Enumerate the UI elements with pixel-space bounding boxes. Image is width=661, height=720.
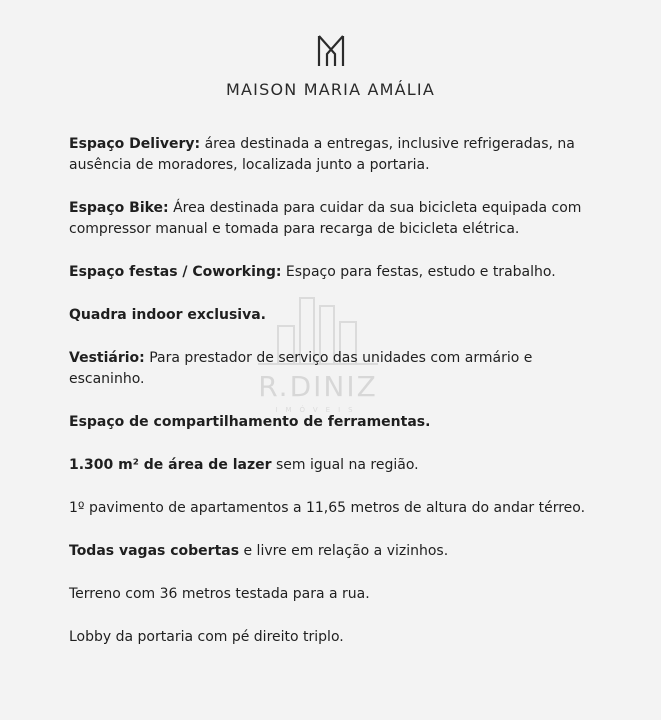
feature-description: área destinada a entregas, inclusive refrigeradas, na ausência de moradores, localizada junto a portaria. [69,136,575,173]
feature-item [69,348,609,390]
feature-list [69,134,609,670]
feature-description: sem igual na região. [271,457,419,473]
feature-title: Espaço de compartilhamento de ferramentas. [69,414,431,430]
feature-item [69,412,609,433]
feature-item [69,455,609,476]
feature-title: Espaço Delivery: [69,136,201,152]
feature-item [69,584,609,605]
feature-description: Lobby da portaria com pé direito triplo. [69,629,344,645]
feature-title: Todas vagas cobertas [69,543,240,559]
feature-description: Espaço para festas, estudo e trabalho. [281,264,556,280]
brand-header [0,34,661,99]
feature-title: Espaço festas / Coworking: [69,264,282,280]
feature-description: 1º pavimento de apartamentos a 11,65 metros de altura do andar térreo. [69,500,586,516]
brand-name: MAISON MARIA AMÁLIA [226,80,435,99]
feature-item [69,541,609,562]
feature-item [69,198,609,240]
feature-title: Espaço Bike: [69,200,169,216]
feature-item [69,305,609,326]
feature-title: 1.300 m² de área de lazer [69,457,272,473]
feature-description: e livre em relação a vizinhos. [239,543,449,559]
feature-item [69,627,609,648]
feature-item [69,134,609,176]
feature-description: Área destinada para cuidar da sua bicicleta equipada com compressor manual e tomada para recarga de bicicleta elétrica. [69,200,582,237]
watermark-subtext: IMÓVEIS [275,406,361,414]
feature-description: Para prestador de serviço das unidades com armário e escaninho. [69,350,533,387]
feature-item [69,498,609,519]
mm-monogram-icon [316,34,346,68]
feature-title: Quadra indoor exclusiva. [69,307,266,323]
feature-title: Vestiário: [69,350,145,366]
watermark-text: R.DINIZ [258,370,378,403]
feature-description: Terreno com 36 metros testada para a rua. [69,586,370,602]
feature-item [69,262,609,283]
